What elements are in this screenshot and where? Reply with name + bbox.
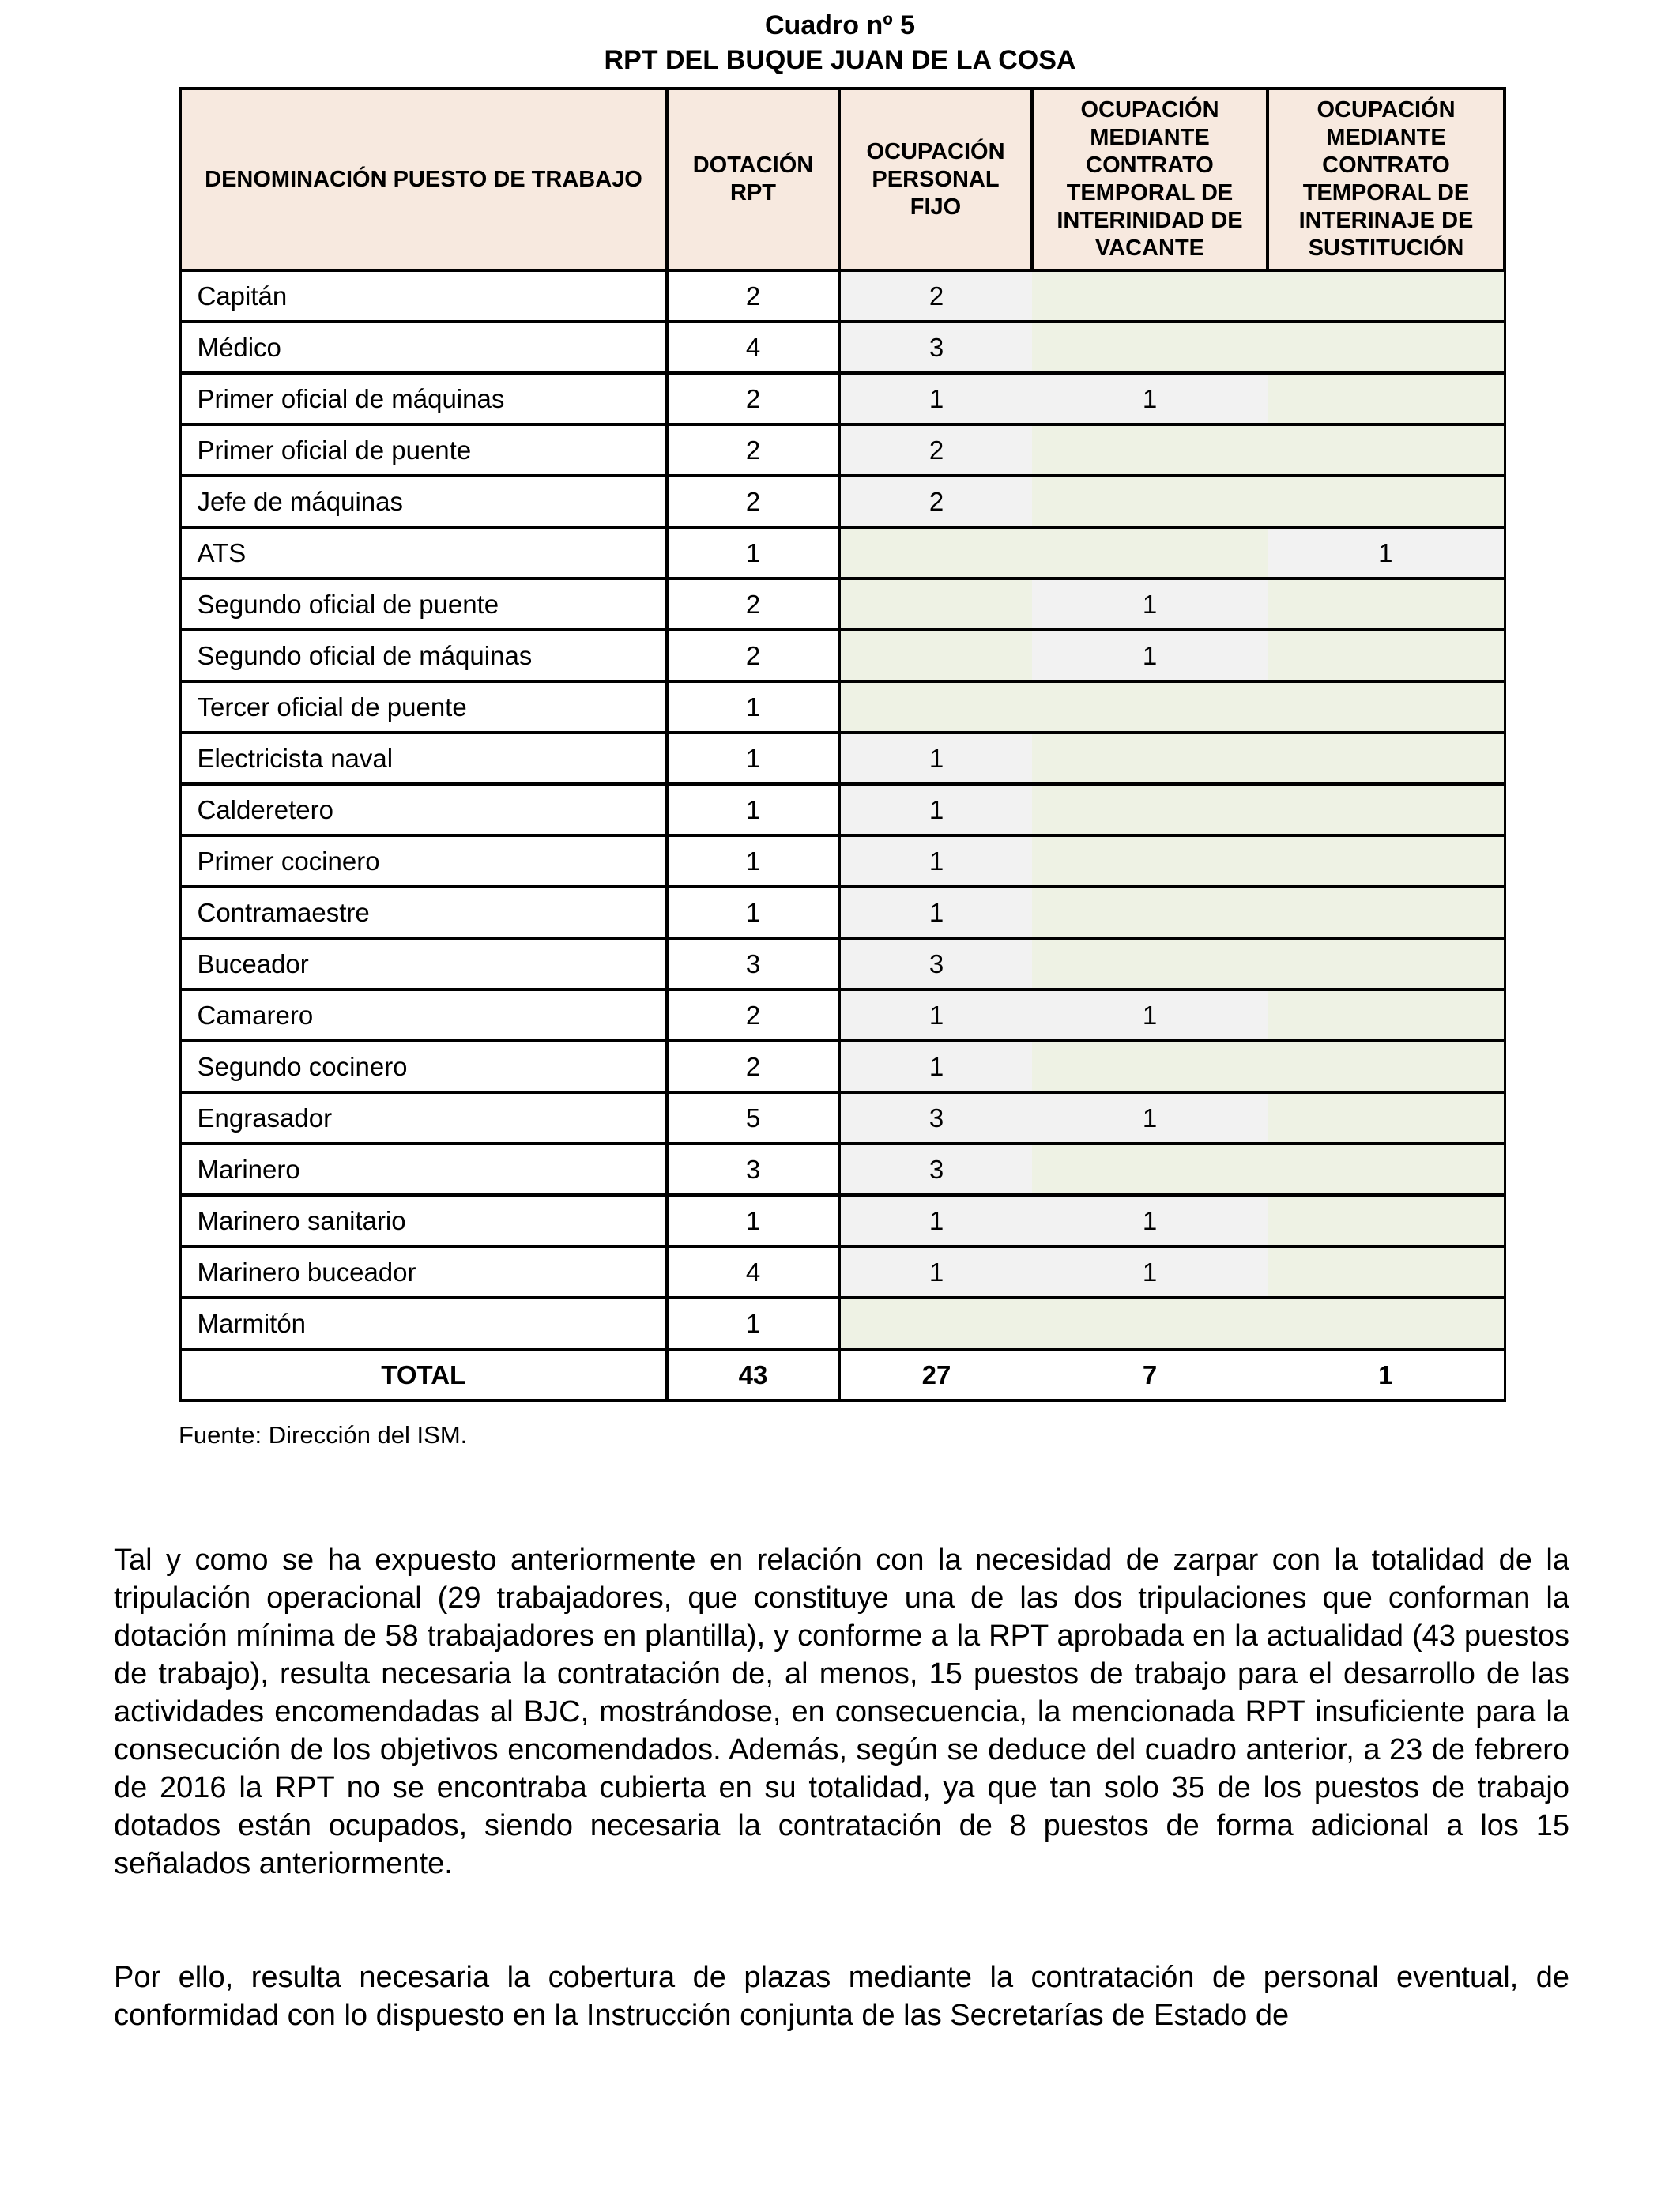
row-name-cell: Contramaestre <box>180 887 667 938</box>
row-interinidad-cell: 1 <box>1032 1195 1268 1246</box>
row-fijo-cell: 2 <box>839 424 1032 476</box>
row-interinaje-cell <box>1268 938 1505 990</box>
row-interinaje-cell: 1 <box>1268 527 1505 579</box>
table-caption <box>0 8 1680 77</box>
table-row <box>180 990 1505 1041</box>
total-row-interinidad-cell: 7 <box>1032 1349 1268 1400</box>
row-interinidad-cell: 1 <box>1032 579 1268 630</box>
rpt-table <box>179 87 1506 1402</box>
row-name-cell: Marmitón <box>180 1298 667 1349</box>
row-fijo-cell: 1 <box>839 733 1032 784</box>
row-dotacion-cell: 4 <box>667 322 839 373</box>
row-dotacion-cell: 1 <box>667 527 839 579</box>
row-interinaje-cell <box>1268 1144 1505 1195</box>
row-dotacion-cell: 2 <box>667 476 839 527</box>
header-personal-fijo: OCUPACIÓN PERSONAL FIJO <box>839 89 1032 270</box>
table-row <box>180 579 1505 630</box>
row-name-cell: Calderetero <box>180 784 667 835</box>
row-interinaje-cell <box>1268 424 1505 476</box>
row-fijo-cell: 3 <box>839 1144 1032 1195</box>
row-dotacion-cell: 2 <box>667 373 839 424</box>
row-name-cell: Marinero sanitario <box>180 1195 667 1246</box>
table-row <box>180 784 1505 835</box>
row-dotacion-cell: 1 <box>667 1298 839 1349</box>
table-row <box>180 887 1505 938</box>
table-row <box>180 1195 1505 1246</box>
row-dotacion-cell: 2 <box>667 424 839 476</box>
table-row <box>180 527 1505 579</box>
row-interinidad-cell <box>1032 322 1268 373</box>
total-row-interinaje-cell: 1 <box>1268 1349 1505 1400</box>
row-interinaje-cell <box>1268 630 1505 681</box>
row-interinaje-cell <box>1268 1041 1505 1092</box>
rpt-table-container <box>179 87 1503 1402</box>
row-interinidad-cell: 1 <box>1032 373 1268 424</box>
row-interinidad-cell <box>1032 887 1268 938</box>
row-interinaje-cell <box>1268 990 1505 1041</box>
row-interinaje-cell <box>1268 733 1505 784</box>
row-interinaje-cell <box>1268 1092 1505 1144</box>
table-body <box>180 270 1505 1400</box>
table-row <box>180 424 1505 476</box>
row-name-cell: Buceador <box>180 938 667 990</box>
row-fijo-cell <box>839 527 1032 579</box>
paragraph-2: Por ello, resulta necesaria la cobertura de plazas mediante la contratación de personal eventual, de conformidad con lo dispuesto en la Instrucción conjunta de las Secretarías de Estado de <box>114 1961 1569 2032</box>
paragraph-1: Tal y como se ha expuesto anteriormente en relación con la necesidad de zarpar con la totalidad de la tripulación operacional (29 trabajadores, que constituye una de las dos tripulaciones que conforman la dotación mínima de 58 trabajadores en plantilla), y conforme a la RPT aprobada en la actualidad (43 puestos de trabajo), resulta necesaria la contratación de, al menos, 15 puestos de trabajo para el desarrollo de las actividades encomendadas al BJC, mostrándose, en consecuencia, la mencionada RPT insuficiente para la consecución de los objetivos encomendados. Además, según se deduce del cuadro anterior, a 23 de febrero de 2016 la RPT no se encontraba cubierta en su totalidad, ya que tan solo 35 de los puestos de trabajo dotados están ocupados, siendo necesaria la contratación de 8 puestos de forma adicional a los 15 señalados anteriormente. <box>114 1544 1569 1880</box>
row-name-cell: Tercer oficial de puente <box>180 681 667 733</box>
row-dotacion-cell: 1 <box>667 784 839 835</box>
row-fijo-cell: 1 <box>839 784 1032 835</box>
caption-number: Cuadro nº 5 <box>765 10 915 40</box>
row-interinidad-cell <box>1032 835 1268 887</box>
row-fijo-cell: 1 <box>839 990 1032 1041</box>
row-interinaje-cell <box>1268 1246 1505 1298</box>
row-dotacion-cell: 4 <box>667 1246 839 1298</box>
row-interinaje-cell <box>1268 1298 1505 1349</box>
row-dotacion-cell: 5 <box>667 1092 839 1144</box>
row-interinidad-cell <box>1032 1144 1268 1195</box>
row-fijo-cell: 1 <box>839 1246 1032 1298</box>
row-name-cell: Primer cocinero <box>180 835 667 887</box>
header-interinidad-vacante: OCUPACIÓN MEDIANTE CONTRATO TEMPORAL DE INTERINIDAD DE VACANTE <box>1032 89 1268 270</box>
row-name-cell: Primer oficial de puente <box>180 424 667 476</box>
row-dotacion-cell: 3 <box>667 1144 839 1195</box>
table-row <box>180 270 1505 322</box>
row-interinidad-cell <box>1032 681 1268 733</box>
table-row <box>180 630 1505 681</box>
row-name-cell: Electricista naval <box>180 733 667 784</box>
row-interinidad-cell <box>1032 1041 1268 1092</box>
table-row <box>180 1298 1505 1349</box>
table-source: Fuente: Dirección del ISM. <box>179 1421 468 1449</box>
table-row <box>180 938 1505 990</box>
row-fijo-cell: 1 <box>839 835 1032 887</box>
row-interinidad-cell <box>1032 270 1268 322</box>
header-denominacion: DENOMINACIÓN PUESTO DE TRABAJO <box>180 89 667 270</box>
row-fijo-cell <box>839 1298 1032 1349</box>
row-interinaje-cell <box>1268 1195 1505 1246</box>
row-dotacion-cell: 1 <box>667 887 839 938</box>
table-row <box>180 733 1505 784</box>
row-dotacion-cell: 2 <box>667 579 839 630</box>
row-name-cell: Capitán <box>180 270 667 322</box>
row-fijo-cell <box>839 681 1032 733</box>
table-row <box>180 681 1505 733</box>
row-name-cell: Segundo oficial de máquinas <box>180 630 667 681</box>
row-name-cell: Marinero buceador <box>180 1246 667 1298</box>
row-interinidad-cell: 1 <box>1032 1246 1268 1298</box>
row-fijo-cell: 3 <box>839 322 1032 373</box>
row-interinidad-cell <box>1032 733 1268 784</box>
row-dotacion-cell: 1 <box>667 835 839 887</box>
row-interinaje-cell <box>1268 373 1505 424</box>
header-interinaje-sustitucion: OCUPACIÓN MEDIANTE CONTRATO TEMPORAL DE INTERINAJE DE SUSTITUCIÓN <box>1268 89 1505 270</box>
row-fijo-cell <box>839 579 1032 630</box>
row-interinidad-cell: 1 <box>1032 990 1268 1041</box>
row-interinaje-cell <box>1268 476 1505 527</box>
row-fijo-cell: 1 <box>839 1041 1032 1092</box>
row-interinidad-cell <box>1032 424 1268 476</box>
table-row <box>180 1144 1505 1195</box>
row-name-cell: Jefe de máquinas <box>180 476 667 527</box>
row-name-cell: ATS <box>180 527 667 579</box>
row-interinaje-cell <box>1268 835 1505 887</box>
row-interinidad-cell <box>1032 527 1268 579</box>
table-total-row <box>180 1349 1505 1400</box>
row-interinaje-cell <box>1268 322 1505 373</box>
table-row <box>180 1041 1505 1092</box>
row-fijo-cell: 1 <box>839 1195 1032 1246</box>
table-row <box>180 373 1505 424</box>
row-name-cell: Camarero <box>180 990 667 1041</box>
row-fijo-cell: 1 <box>839 887 1032 938</box>
row-interinidad-cell <box>1032 938 1268 990</box>
row-dotacion-cell: 3 <box>667 938 839 990</box>
row-interinaje-cell <box>1268 270 1505 322</box>
row-interinaje-cell <box>1268 681 1505 733</box>
row-fijo-cell: 1 <box>839 373 1032 424</box>
row-name-cell: Segundo cocinero <box>180 1041 667 1092</box>
table-row <box>180 1092 1505 1144</box>
row-fijo-cell <box>839 630 1032 681</box>
row-interinidad-cell <box>1032 1298 1268 1349</box>
header-dotacion: DOTACIÓN RPT <box>667 89 839 270</box>
row-fijo-cell: 2 <box>839 476 1032 527</box>
row-interinidad-cell <box>1032 784 1268 835</box>
row-dotacion-cell: 2 <box>667 270 839 322</box>
row-interinaje-cell <box>1268 579 1505 630</box>
row-interinidad-cell: 1 <box>1032 630 1268 681</box>
row-fijo-cell: 2 <box>839 270 1032 322</box>
table-row <box>180 835 1505 887</box>
total-row-dotacion-cell: 43 <box>667 1349 839 1400</box>
caption-title: RPT DEL BUQUE JUAN DE LA COSA <box>604 45 1076 75</box>
row-name-cell: Marinero <box>180 1144 667 1195</box>
table-header-row <box>180 89 1505 270</box>
row-dotacion-cell: 1 <box>667 733 839 784</box>
total-row-fijo-cell: 27 <box>839 1349 1032 1400</box>
row-dotacion-cell: 1 <box>667 1195 839 1246</box>
table-row <box>180 1246 1505 1298</box>
row-name-cell: Primer oficial de máquinas <box>180 373 667 424</box>
row-interinaje-cell <box>1268 887 1505 938</box>
row-fijo-cell: 3 <box>839 938 1032 990</box>
total-row-name-cell: TOTAL <box>180 1349 667 1400</box>
row-interinidad-cell: 1 <box>1032 1092 1268 1144</box>
row-fijo-cell: 3 <box>839 1092 1032 1144</box>
table-row <box>180 322 1505 373</box>
row-name-cell: Médico <box>180 322 667 373</box>
row-name-cell: Engrasador <box>180 1092 667 1144</box>
row-dotacion-cell: 1 <box>667 681 839 733</box>
row-dotacion-cell: 2 <box>667 630 839 681</box>
row-dotacion-cell: 2 <box>667 990 839 1041</box>
row-dotacion-cell: 2 <box>667 1041 839 1092</box>
row-interinidad-cell <box>1032 476 1268 527</box>
row-name-cell: Segundo oficial de puente <box>180 579 667 630</box>
row-interinaje-cell <box>1268 784 1505 835</box>
table-row <box>180 476 1505 527</box>
